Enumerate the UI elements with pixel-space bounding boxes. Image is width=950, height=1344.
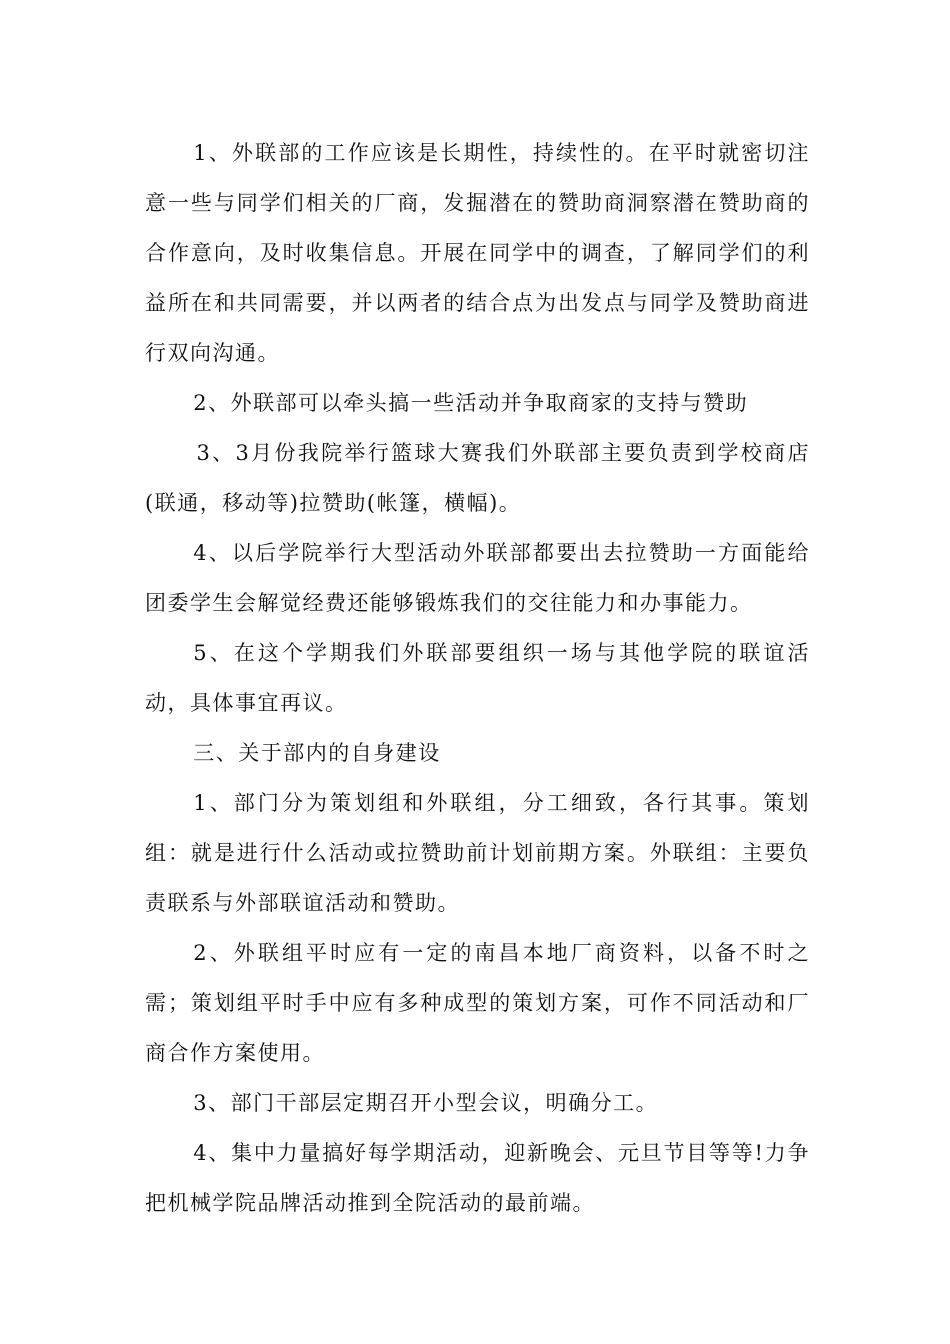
- paragraph-5: 5、在这个学期我们外联部要组织一场与其他学院的联谊活动，具体事宜再议。: [145, 641, 810, 715]
- paragraph-8: 3、部门干部层定期召开小型会议，明确分工。: [193, 1091, 659, 1115]
- paragraph-7: 2、外联组平时应有一定的南昌本地厂商资料，以备不时之需；策划组平时手中应有多种成型的策划方案，可作不同活动和厂商合作方案使用。: [145, 941, 810, 1065]
- paragraph-6: 1、部门分为策划组和外联组，分工细致，各行其事。策划组：就是进行什么活动或拉赞助前计划前期方案。外联组：主要负责联系与外部联谊活动和赞助。: [145, 791, 810, 915]
- section-heading: 三、关于部内的自身建设: [193, 741, 441, 765]
- document-body: [145, 128, 810, 1228]
- paragraph-1: 1、外联部的工作应该是长期性，持续性的。在平时就密切注意一些与同学们相关的厂商，发掘潜在的赞助商洞察潜在赞助商的合作意向，及时收集信息。开展在同学中的调查，了解同学们的利益所在和共同需要，并以两者的结合点为出发点与同学及赞助商进行双向沟通。: [145, 141, 810, 365]
- paragraph-4: 4、以后学院举行大型活动外联部都要出去拉赞助一方面能给团委学生会解觉经费还能够锻炼我们的交往能力和办事能力。: [145, 541, 810, 615]
- paragraph-3: 3、3月份我院举行篮球大赛我们外联部主要负责到学校商店(联通，移动等)拉赞助(帐篷，横幅)。: [145, 441, 810, 515]
- paragraph-2: 2、外联部可以牵头搞一些活动并争取商家的支持与赞助: [193, 391, 749, 415]
- paragraph-9: 4、集中力量搞好每学期活动，迎新晚会、元旦节目等等!力争把机械学院品牌活动推到全院活动的最前端。: [145, 1141, 810, 1215]
